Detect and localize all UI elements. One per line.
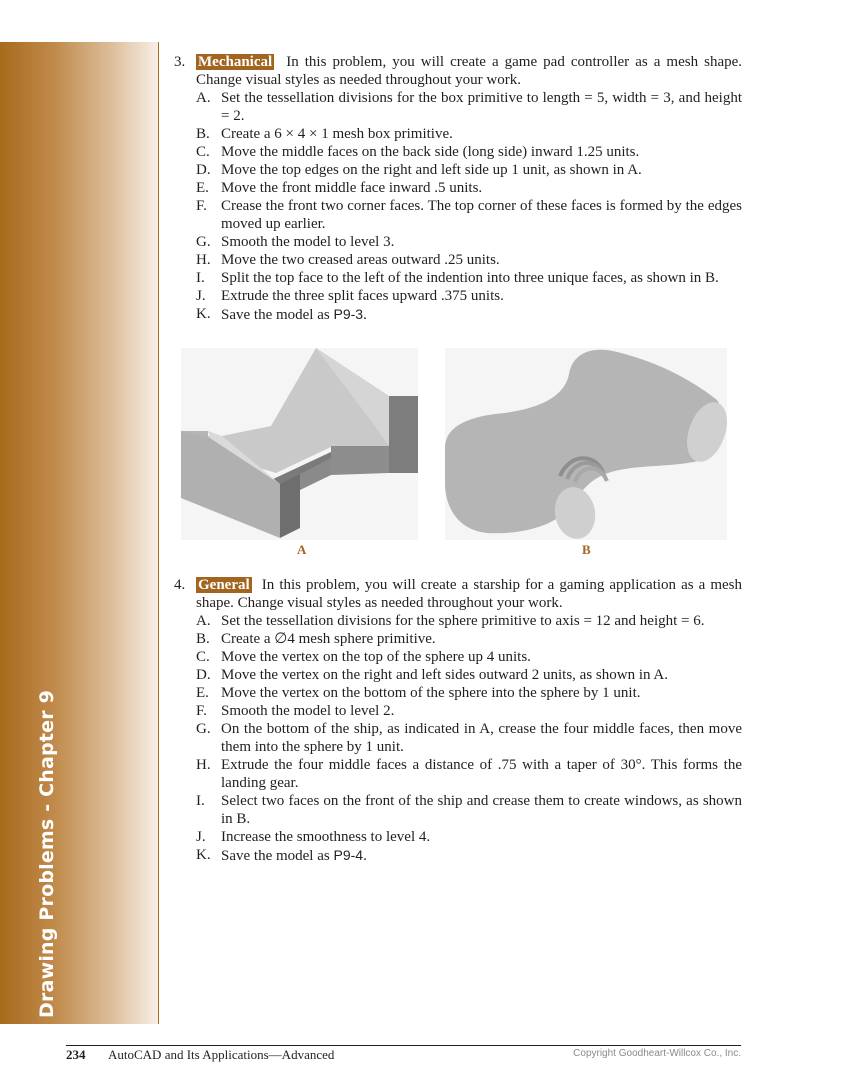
file-name: P9-4 — [333, 847, 364, 863]
copyright-notice: Copyright Goodheart-Willcox Co., Inc. — [573, 1048, 741, 1059]
sidebar-chapter-title: Drawing Problems - Chapter 9 — [36, 689, 58, 1018]
step-item — [174, 684, 742, 702]
step-text: Save the model as — [221, 307, 330, 323]
step-text: Extrude the four middle faces a distance of .75 with a taper of 30°. This forms the landing gear. — [221, 757, 742, 791]
step-item — [174, 666, 742, 684]
step-list — [174, 612, 742, 865]
step-letter: C. — [196, 144, 210, 160]
step-item — [174, 648, 742, 666]
book-title: AutoCAD and Its Applications—Advanced — [108, 1047, 335, 1062]
step-text: Move the middle faces on the back side (long side) inward 1.25 units. — [221, 144, 640, 160]
step-item — [174, 720, 742, 756]
step-item — [174, 233, 742, 251]
file-name: P9-3 — [333, 306, 364, 322]
step-item — [174, 143, 742, 161]
step-letter: F. — [196, 703, 207, 719]
step-letter: J. — [196, 288, 206, 304]
step-item — [174, 287, 742, 305]
step-letter: B. — [196, 631, 210, 647]
step-text: Extrude the three split faces upward .375 units. — [221, 288, 504, 304]
problem-3 — [174, 53, 742, 324]
step-letter: D. — [196, 667, 211, 683]
step-letter: A. — [196, 90, 211, 106]
step-letter: H. — [196, 252, 211, 268]
step-item — [174, 161, 742, 179]
step-text: Move the two creased areas outward .25 units. — [221, 252, 500, 268]
step-text: Select two faces on the front of the ship and crease them to create windows, as shown in B. — [221, 793, 742, 827]
figure-label-b: B — [582, 542, 591, 557]
step-text: Move the vertex on the right and left sides outward 2 units, as shown in A. — [221, 667, 669, 683]
step-letter: B. — [196, 126, 210, 142]
intro-text: In this problem, you will create a starship for a gaming application as a mesh shape. Change visual styles as needed throughout your work. — [196, 577, 743, 611]
problem-number: 3. — [174, 54, 186, 70]
step-end: . — [363, 307, 367, 323]
problem-intro — [174, 576, 742, 612]
step-letter: K. — [196, 306, 211, 322]
step-end: . — [363, 848, 367, 864]
step-letter: A. — [196, 613, 211, 629]
step-text: Move the top edges on the right and left side up 1 unit, as shown in A. — [221, 162, 642, 178]
step-text: Move the vertex on the bottom of the sphere into the sphere by 1 unit. — [221, 685, 641, 701]
step-letter: E. — [196, 180, 209, 196]
step-letter: G. — [196, 234, 211, 250]
step-item — [174, 269, 742, 287]
step-item — [174, 125, 742, 143]
problem-intro — [174, 53, 742, 89]
step-text: On the bottom of the ship, as indicated in A, crease the four middle faces, then move them into the sphere by 1 unit. — [221, 721, 742, 755]
step-text: Split the top face to the left of the indention into three unique faces, as shown in B. — [221, 270, 719, 286]
step-item — [174, 251, 742, 269]
page-number: 234 — [66, 1047, 86, 1062]
step-item — [174, 197, 742, 233]
step-item — [174, 828, 742, 846]
step-item — [174, 305, 742, 324]
problem-number: 4. — [174, 577, 186, 593]
mesh-box-model-illustration — [181, 348, 418, 540]
step-text: Smooth the model to level 2. — [221, 703, 395, 719]
step-item — [174, 792, 742, 828]
intro-text: In this problem, you will create a game pad controller as a mesh shape. Change visual styles as needed throughout your work. — [196, 54, 743, 88]
step-letter: J. — [196, 829, 206, 845]
step-letter: H. — [196, 757, 211, 773]
step-text: Create a ∅4 mesh sphere primitive. — [221, 631, 436, 647]
step-text: Create a 6 × 4 × 1 mesh box primitive. — [221, 126, 453, 142]
figure-label-a: A — [297, 542, 307, 557]
step-text: Smooth the model to level 3. — [221, 234, 395, 250]
category-tag: General — [198, 577, 250, 593]
step-text: Set the tessellation divisions for the sphere primitive to axis = 12 and height = 6. — [221, 613, 705, 629]
footer-divider — [66, 1045, 741, 1046]
game-pad-model-illustration — [445, 348, 727, 540]
problem-4 — [174, 576, 742, 865]
step-letter: G. — [196, 721, 211, 737]
step-letter: E. — [196, 685, 209, 701]
step-letter: I. — [196, 793, 205, 809]
step-item — [174, 179, 742, 197]
step-item — [174, 630, 742, 648]
step-item — [174, 612, 742, 630]
step-letter: F. — [196, 198, 207, 214]
step-letter: D. — [196, 162, 211, 178]
step-text: Set the tessellation divisions for the box primitive to length = 5, width = 3, and height = 2. — [221, 90, 742, 124]
step-item — [174, 756, 742, 792]
step-list — [174, 89, 742, 324]
figure-b — [445, 348, 727, 540]
step-letter: I. — [196, 270, 205, 286]
step-letter: K. — [196, 847, 211, 863]
step-text: Crease the front two corner faces. The top corner of these faces is formed by the edges moved up earlier. — [221, 198, 742, 232]
step-item — [174, 89, 742, 125]
chapter-sidebar — [0, 42, 159, 1024]
step-text: Move the vertex on the top of the sphere up 4 units. — [221, 649, 531, 665]
step-letter: C. — [196, 649, 210, 665]
step-item — [174, 846, 742, 865]
figure-a — [181, 348, 418, 540]
step-text: Save the model as — [221, 848, 330, 864]
step-text: Increase the smoothness to level 4. — [221, 829, 431, 845]
step-text: Move the front middle face inward .5 units. — [221, 180, 483, 196]
category-tag: Mechanical — [198, 54, 273, 70]
step-item — [174, 702, 742, 720]
